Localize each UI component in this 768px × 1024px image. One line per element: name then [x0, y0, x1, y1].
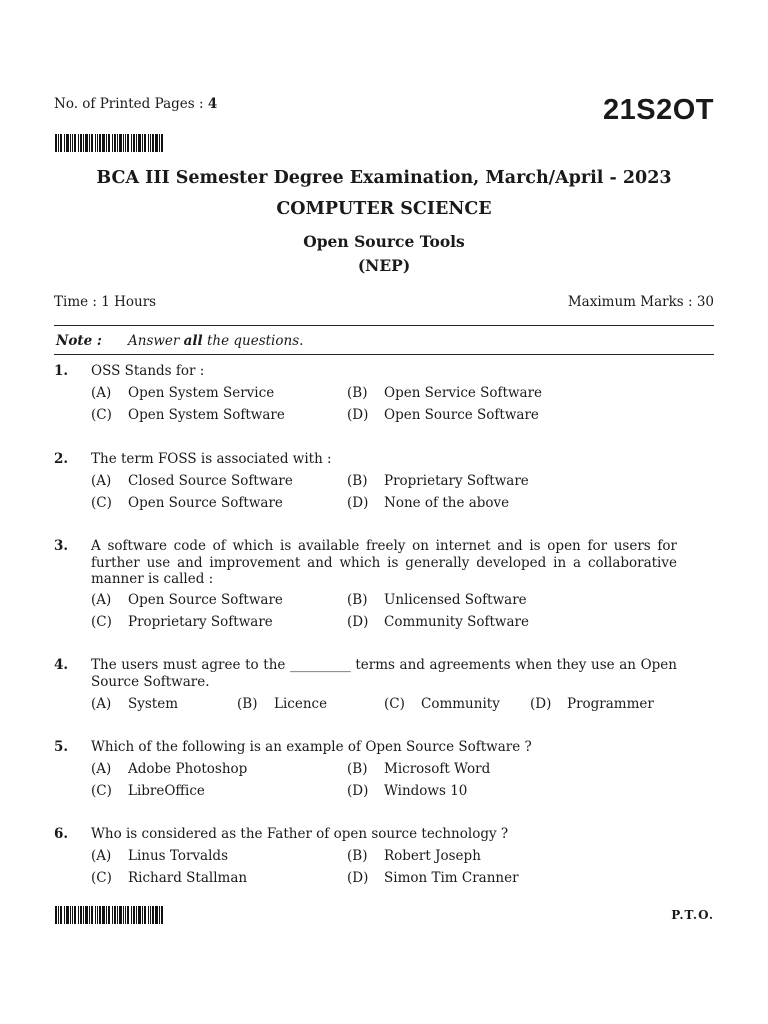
- option: [347, 870, 519, 886]
- option-label: (A): [91, 848, 112, 864]
- option: [347, 385, 542, 401]
- option-text: Closed Source Software: [128, 473, 293, 489]
- option-text: LibreOffice: [128, 783, 205, 799]
- option-label: (C): [91, 870, 112, 886]
- question-number: 2.: [54, 451, 69, 467]
- option-label: (D): [347, 614, 369, 630]
- option-label: (B): [347, 473, 368, 489]
- option-text: Licence: [274, 696, 328, 712]
- option-label: (C): [91, 614, 112, 630]
- option-text: Community Software: [384, 614, 529, 630]
- option-label: (D): [347, 783, 369, 799]
- option: [91, 614, 273, 630]
- printed-pages-line: [54, 96, 217, 112]
- option-label: (D): [347, 495, 369, 511]
- option-label: (D): [530, 696, 552, 712]
- exam-title: BCA III Semester Degree Examination, March/April - 2023: [96, 168, 672, 188]
- option-text: Simon Tim Cranner: [384, 870, 519, 886]
- option: [91, 870, 247, 886]
- question-number: 4.: [54, 657, 69, 673]
- max-marks-label: Maximum Marks : 30: [567, 294, 714, 310]
- option: [91, 761, 247, 777]
- option: [530, 696, 654, 712]
- option-text: Unlicensed Software: [384, 592, 527, 608]
- option-label: (C): [91, 407, 112, 423]
- option-text: Linus Torvalds: [128, 848, 228, 864]
- option: [91, 473, 293, 489]
- barcode-bottom: [55, 906, 163, 924]
- option-label: (D): [347, 407, 369, 423]
- option-text: Open Source Software: [128, 495, 283, 511]
- option-text: Open Source Software: [128, 592, 283, 608]
- option-text: Richard Stallman: [128, 870, 248, 886]
- option-label: (B): [347, 761, 368, 777]
- option-text: Community: [421, 696, 500, 712]
- option: [91, 592, 283, 608]
- question-number: 3.: [54, 538, 69, 554]
- option-label: (A): [91, 696, 112, 712]
- time-label: Time : 1 Hours: [54, 294, 157, 310]
- option: [91, 848, 228, 864]
- question-text: The term FOSS is associated with :: [91, 451, 332, 467]
- question-text: A software code of which is available freely on internet and is open for users for further use and improvement and which is generally developed in a collaborative manner is called :: [91, 538, 677, 587]
- option: [347, 848, 481, 864]
- option-text: System: [128, 696, 179, 712]
- option-label: (A): [91, 385, 112, 401]
- option: [347, 592, 527, 608]
- note-emphasis: all: [183, 333, 203, 349]
- option-text: Open Source Software: [384, 407, 539, 423]
- scheme-label: (NEP): [357, 256, 411, 275]
- option-label: (B): [347, 848, 368, 864]
- question-number: 5.: [54, 739, 69, 755]
- note-text: [128, 333, 303, 349]
- option-label: (B): [347, 592, 368, 608]
- option-label: (B): [347, 385, 368, 401]
- subject-title: COMPUTER SCIENCE: [276, 199, 492, 219]
- option-label: (D): [347, 870, 369, 886]
- pto-label: P.T.O.: [671, 908, 714, 922]
- option: [91, 407, 285, 423]
- option: [91, 385, 274, 401]
- option-text: Robert Joseph: [384, 848, 481, 864]
- option: [347, 614, 529, 630]
- paper-code: 21S2OT: [603, 94, 714, 126]
- printed-pages-label: No. of Printed Pages :: [54, 96, 204, 112]
- option-text: Proprietary Software: [128, 614, 273, 630]
- option: [91, 495, 283, 511]
- option-label: (B): [237, 696, 258, 712]
- divider-bottom: [54, 354, 714, 355]
- option: [91, 696, 178, 712]
- option: [384, 696, 500, 712]
- option-text: Proprietary Software: [384, 473, 529, 489]
- question-text: The users must agree to the _________ terms and agreements when they use an Open Source Software.: [91, 657, 677, 690]
- option-text: Open System Software: [128, 407, 285, 423]
- question-text: Who is considered as the Father of open source technology ?: [91, 826, 509, 842]
- option-text: None of the above: [384, 495, 510, 511]
- option-text: Windows 10: [384, 783, 468, 799]
- option: [347, 783, 467, 799]
- question-number: 1.: [54, 363, 69, 379]
- printed-pages-value: 4: [207, 96, 218, 112]
- option-label: (A): [91, 473, 112, 489]
- option-text: Open System Service: [128, 385, 275, 401]
- option: [237, 696, 327, 712]
- note-text-before: Answer: [128, 333, 184, 349]
- barcode-top: [55, 134, 163, 152]
- option-text: Adobe Photoshop: [128, 761, 248, 777]
- option: [347, 407, 539, 423]
- option-label: (C): [384, 696, 405, 712]
- question-text: Which of the following is an example of Open Source Software ?: [91, 739, 532, 755]
- option-text: Microsoft Word: [384, 761, 491, 777]
- option: [91, 783, 205, 799]
- question-text: OSS Stands for :: [91, 363, 205, 379]
- option-text: Open Service Software: [384, 385, 543, 401]
- option: [347, 473, 529, 489]
- note-label: Note :: [56, 333, 102, 349]
- paper-title: Open Source Tools: [303, 232, 465, 251]
- option-label: (A): [91, 592, 112, 608]
- option-label: (A): [91, 761, 112, 777]
- option-text: Programmer: [567, 696, 654, 712]
- question-number: 6.: [54, 826, 69, 842]
- option: [347, 495, 509, 511]
- note-text-after: the questions.: [202, 333, 304, 349]
- option-label: (C): [91, 783, 112, 799]
- divider-top: [54, 325, 714, 326]
- option-label: (C): [91, 495, 112, 511]
- option: [347, 761, 490, 777]
